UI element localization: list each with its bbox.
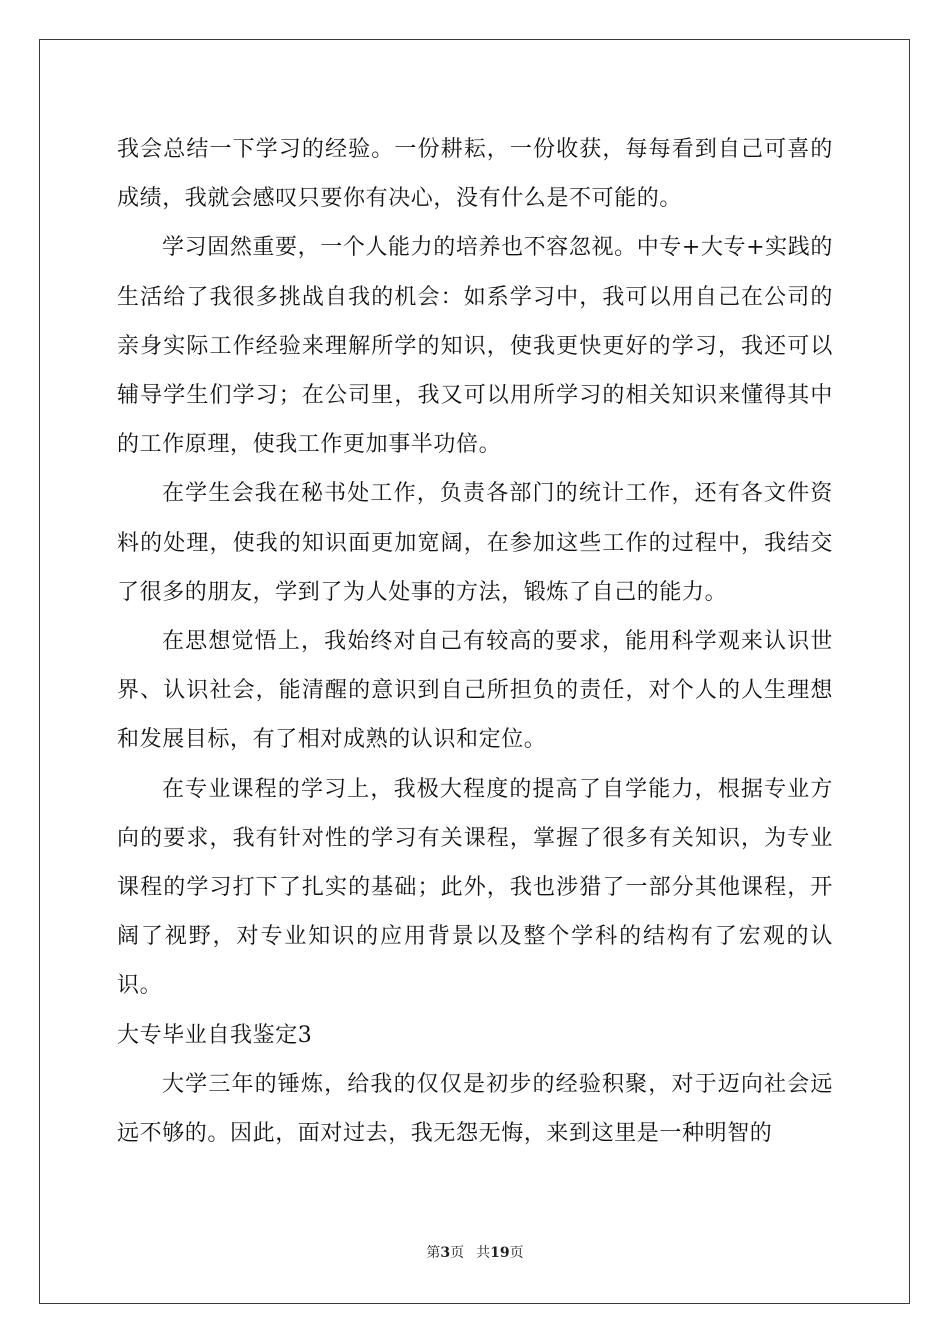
section-heading: 大专毕业自我鉴定3: [117, 1022, 313, 1048]
paragraph-ability-training: 学习固然重要，一个人能力的培养也不容忽视。中专+大专+实践的生活给了我很多挑战自我的机会：如系学习中，我可以用自己在公司的亲身实际工作经验来理解所学的知识，使我更快更好的学习，我还可以辅导学生们学习；在公司里，我又可以用所学习的相关知识来懂得其中的工作原理，使我工作更加事半功倍。: [117, 235, 833, 458]
total-prefix: 共: [476, 1245, 491, 1261]
paragraph-continuation: 我会总结一下学习的经验。一份耕耘，一份收获，每每看到自己可喜的成绩，我就会感叹只要你有决心，没有什么是不可能的。: [117, 137, 833, 212]
paragraph-ideology: 在思想觉悟上，我始终对自己有较高的要求，能用科学观来认识世界、认识社会，能清醒的意识到自己所担负的责任，对个人的人生理想和发展目标，有了相对成熟的认识和定位。: [117, 629, 833, 753]
paragraph-college-three-years: 大学三年的锤炼，给我的仅仅是初步的经验积聚，对于迈向社会远远不够的。因此，面对过去，我无怨无悔，来到这里是一种明智的: [117, 1071, 833, 1147]
page-prefix: 第: [426, 1245, 441, 1261]
page-footer: [0, 1243, 950, 1263]
current-page-number: 3: [440, 1245, 451, 1261]
document-body: [117, 125, 833, 1158]
total-pages-number: 19: [490, 1245, 510, 1261]
paragraph-student-union: 在学生会我在秘书处工作，负责各部门的统计工作，还有各文件资料的处理，使我的知识面更加宽阔，在参加这些工作的过程中，我结交了很多的朋友，学到了为人处事的方法，锻炼了自己的能力。: [117, 481, 833, 605]
page-suffix: 页: [450, 1245, 465, 1261]
paragraph-professional-courses: 在专业课程的学习上，我极大程度的提高了自学能力，根据专业方向的要求，我有针对性的学习有关课程，掌握了很多有关知识，为专业课程的学习打下了扎实的基础；此外，我也涉猎了一部分其他课程，开阔了视野，对专业知识的应用背景以及整个学科的结构有了宏观的认识。: [117, 776, 833, 999]
total-suffix: 页: [509, 1245, 524, 1261]
